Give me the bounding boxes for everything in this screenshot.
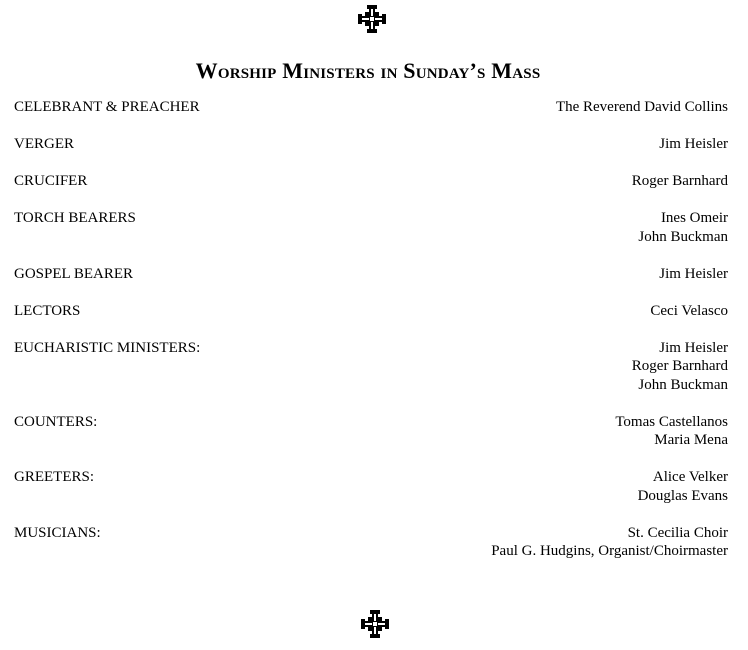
- role-label: VERGER: [14, 136, 74, 152]
- minister-names: [638, 209, 728, 246]
- minister-names: [615, 413, 728, 450]
- minister-name: Maria Mena: [654, 432, 728, 448]
- roster-row: [14, 135, 728, 154]
- minister-name: Jim Heisler: [659, 265, 728, 282]
- minister-name: Jim Heisler: [659, 136, 728, 152]
- roster-row: [14, 413, 728, 450]
- minister-names: [659, 135, 728, 154]
- roster-row: [14, 339, 728, 395]
- minister-name: Roger Barnhard: [631, 358, 728, 374]
- role-label: LECTORS: [14, 302, 81, 319]
- role-label: EUCHARISTIC MINISTERS:: [14, 339, 201, 356]
- roster-row: [14, 172, 728, 191]
- roster-row: [14, 468, 728, 505]
- minister-names: [491, 524, 728, 561]
- role-label: CRUCIFER: [14, 173, 88, 189]
- role-label: GREETERS:: [14, 469, 95, 485]
- minister-names: [632, 172, 728, 191]
- minister-names: [650, 302, 728, 321]
- minister-name: Jim Heisler: [659, 339, 728, 356]
- minister-names: [638, 468, 728, 505]
- minister-names: [556, 98, 728, 117]
- roster-row: [14, 265, 728, 284]
- minister-name: John Buckman: [638, 376, 728, 393]
- roster-row: [14, 98, 728, 117]
- minister-name: Ines Omeir: [660, 210, 728, 226]
- minister-names: [659, 265, 728, 284]
- ministers-roster: [14, 98, 728, 579]
- role-label: COUNTERS:: [14, 413, 98, 430]
- cross-ornament-icon: [357, 4, 387, 34]
- minister-names: [632, 339, 728, 395]
- minister-name: Roger Barnhard: [631, 173, 728, 189]
- role-label: MUSICIANS:: [14, 524, 101, 541]
- role-label: GOSPEL BEARER: [14, 265, 134, 282]
- minister-name: Alice Velker: [652, 469, 728, 485]
- minister-name: The Reverend David Collins: [555, 99, 728, 115]
- page-title: Worship Ministers in Sunday’s Mass: [195, 58, 541, 83]
- minister-name: Paul G. Hudgins, Organist/Choirmaster: [491, 543, 728, 559]
- minister-name: St. Cecilia Choir: [627, 524, 728, 541]
- role-label: CELEBRANT & PREACHER: [14, 99, 200, 115]
- minister-name: Ceci Velasco: [650, 302, 728, 319]
- minister-name: John Buckman: [638, 228, 728, 245]
- cross-ornament-icon: [360, 609, 390, 639]
- roster-row: [14, 209, 728, 246]
- role-label: TORCH BEARERS: [14, 210, 136, 226]
- roster-row: [14, 524, 728, 561]
- minister-name: Tomas Castellanos: [615, 413, 728, 430]
- minister-name: Douglas Evans: [637, 487, 728, 504]
- roster-row: [14, 302, 728, 321]
